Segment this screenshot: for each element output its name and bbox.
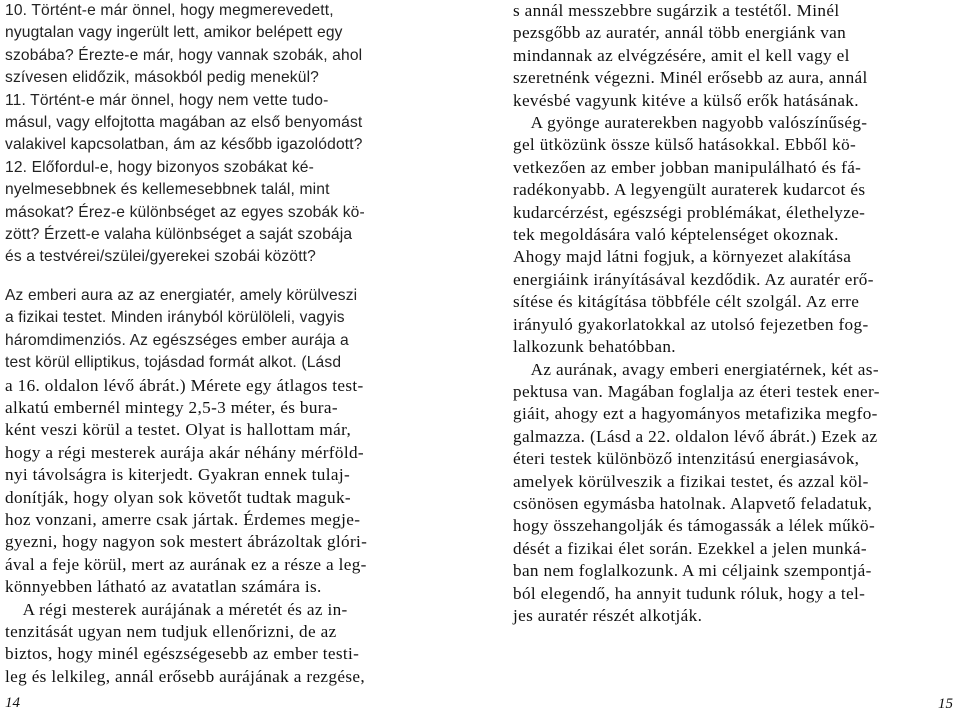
text-line: 10. Történt-e már önnel, hogy megmerevedett, (5, 2, 334, 19)
text-line: másul, vagy elfojtotta magában az első benyomást (5, 114, 363, 132)
text-line: könnyebben látható az avatatlan számára is. (5, 577, 322, 597)
text-line: kudarcérzést, egészségi problémákat, élethelyze- (513, 202, 866, 222)
text-line: dését a fizikai élet során. Ezekkel a jelen munká- (513, 538, 867, 558)
text-line: a fizikai testet. Minden irányból körülöleli, vagyis (5, 309, 345, 327)
text-line: sítése és kitágítása többféle célt szolgál. Az erre (513, 292, 860, 312)
text-line: Az aurának, avagy emberi energiatérnek, két as- (513, 359, 879, 379)
questions-block (5, 0, 450, 269)
text-line: éteri testek különböző intenzitású energiasávok, (513, 449, 860, 469)
text-line: amelyek körülveszik a fizikai testet, és azzal köl- (513, 471, 869, 491)
text-line: radékonyabb. A legyengült auraterek kudarcot és (513, 180, 866, 200)
text-line: szívesen elidőzik, másokból pedig menekül? (5, 69, 320, 87)
text-line: tek megoldására való képtelenséget okoznak. (513, 225, 839, 245)
text-line: biztos, hogy minél egészségesebb az ember testi- (5, 644, 360, 664)
text-line: nyugtalan vagy ingerült lett, amikor belépett egy (5, 24, 343, 42)
page-number-left: 14 (5, 695, 20, 711)
text-line: hogy a régi mesterek aurája akár néhány mérföld- (5, 442, 364, 462)
text-line: giáit, ahogy ezt a hagyományos metafizika megfo- (513, 404, 878, 424)
text-line: ával a feje körül, mert az aurának ez a része a leg- (5, 554, 367, 574)
text-line: háromdimenziós. Az egészséges ember aurája a (5, 331, 349, 349)
text-line: ból elegendő, ha annyit tudunk róluk, hogy a tel- (513, 583, 866, 603)
text-line: nyelmesebbnek és kellemesebbnek talál, mint (5, 181, 330, 199)
left-column (5, 0, 450, 688)
text-line: s annál messzebbre sugárzik a testétől. Minél (513, 1, 840, 20)
text-line: tenzitását ugyan nem tudjuk ellenőrizni, de az (5, 621, 337, 641)
text-line: ban nem foglalkozunk. A mi céljaink szempontjá- (513, 561, 872, 581)
text-line: donítják, hogy olyan sok követőt tudtak maguk- (5, 487, 351, 507)
text-line: valakivel kapcsolatban, ám az később igazolódott? (5, 136, 363, 154)
text-line: kevésbé vagyunk kitéve a külső erők hatásának. (513, 90, 859, 110)
text-line: jes auratér részét alkotják. (513, 605, 703, 625)
body-block (5, 285, 450, 688)
text-line: Ahogy majd látni fogjuk, a környezet alakítása (513, 247, 852, 267)
text-line: alkatú embernél mintegy 2,5-3 méter, és bura- (5, 397, 338, 417)
text-line: leg és lelkileg, annál erősebb aurájának a rezgése, (5, 666, 365, 686)
text-line: zött? Érzett-e valaha különbséget a saját szobája (5, 226, 353, 244)
text-line: csönösen egymásba hatolnak. Alapvető feladatuk, (513, 493, 873, 513)
text-line: 11. Történt-e már önnel, hogy nem vette tudo- (5, 91, 329, 109)
text-line: a 16. oldalon lévő ábrát.) Mérete egy átlagos test- (5, 375, 364, 395)
text-line: test körül elliptikus, tojásdad formát alkot. (Lásd (5, 354, 342, 372)
text-line: pektusa van. Magában foglalja az éteri testek ener- (513, 381, 880, 401)
text-line: lalkozunk behatóbban. (513, 337, 676, 357)
text-line: szobába? Érezte-e már, hogy vannak szobák, ahol (5, 46, 363, 64)
text-line: gel ütközünk össze külső hatásokkal. Ebből kö- (513, 135, 857, 155)
text-line: ként veszi körül a testet. Olyat is hallottam már, (5, 420, 352, 440)
text-line: A gyönge auraterekben nagyobb valószínűség- (513, 113, 868, 133)
text-line: energiáink irányításával kezdődik. Az auratér erő- (513, 269, 874, 289)
text-line: szeretnénk végezni. Minél erősebb az aura, annál (513, 68, 868, 88)
text-line: és a testvérei/szülei/gyerekei szobái között? (5, 248, 316, 266)
text-line: vetkezően az ember jobban manipulálható és fá- (513, 157, 862, 177)
page-number-right: 15 (938, 696, 953, 712)
text-line: másokat? Érez-e különbséget az egyes szobák kö- (5, 203, 365, 221)
text-line: A régi mesterek aurájának a méretét és az in- (5, 599, 348, 619)
paragraph-gap (5, 269, 450, 285)
text-line: galmazza. (Lásd a 22. oldalon lévő ábrát.) Ezek az (513, 426, 878, 446)
text-line: 12. Előfordul-e, hogy bizonyos szobákat ké- (5, 158, 314, 176)
text-line: hoz vonzani, amerre csak jártak. Érdemes megje- (5, 509, 361, 529)
right-column (513, 0, 953, 627)
text-line: hogy összehangolják és támogassák a lélek műkö- (513, 516, 876, 536)
text-line: gyezni, hogy nagyon sok mestert ábrázoltak glóri- (5, 532, 368, 552)
text-line: irányuló gyakorlatokkal az utolsó fejezetben fog- (513, 314, 869, 334)
text-line: mindannak az elvégzésére, amit el kell vagy el (513, 45, 850, 65)
text-line: Az emberi aura az az energiatér, amely körülveszi (5, 286, 358, 304)
text-line: pezsgőbb az auratér, annál több energiánk van (513, 23, 847, 43)
text-line: nyi távolságra is kiterjedt. Gyakran ennek tulaj- (5, 465, 351, 485)
